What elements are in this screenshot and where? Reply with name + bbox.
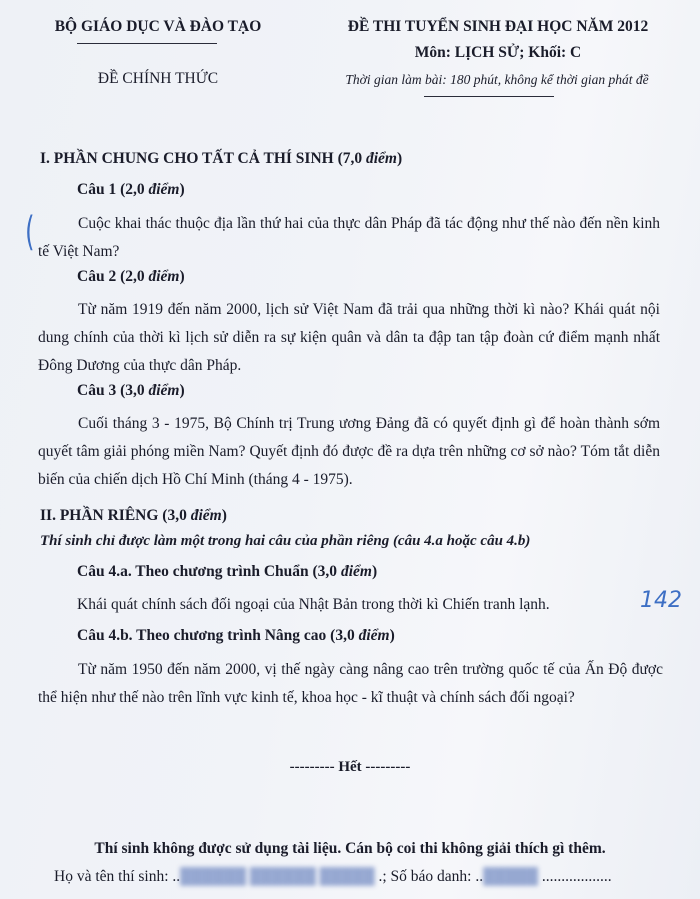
section2-title-close: ) (221, 507, 227, 524)
candidate-name-label: Họ và tên thí sinh: .. (54, 868, 181, 885)
question1-label-close: ) (179, 181, 185, 198)
question3-label-close: ) (179, 382, 185, 399)
question2-points-unit: điểm (148, 268, 180, 285)
section1-title (40, 150, 402, 168)
handwritten-bracket-mark: ( (25, 209, 35, 255)
section2-title-points-unit: điểm (190, 507, 222, 524)
section2-title (40, 507, 227, 525)
ministry-underline (77, 43, 217, 44)
exam-title: ĐỀ THI TUYỂN SINH ĐẠI HỌC NĂM 2012 (347, 18, 649, 35)
question3-text: Cuối tháng 3 - 1975, Bộ Chính trị Trung ương Đảng đã có quyết định gì để hoàn thành sớm quyết tâm giải phóng miền Nam? Quyết định đó được đề ra dựa trên những cơ sở nào? Tóm tắt diễn biến của chiến dịch Hồ Chí Minh (tháng 4 - 1975). (38, 415, 660, 488)
question4b-text: Từ năm 1950 đến năm 2000, vị thế ngày càng nâng cao trên trường quốc tế của Ấn Độ được thể hiện như thế nào trên lĩnh vực kinh tế, khoa học - kĩ thuật và chính sách đối ngoại? (38, 661, 663, 706)
question4a-label (77, 563, 377, 581)
question2-text: Từ năm 1919 đến năm 2000, lịch sử Việt Nam đã trải qua những thời kì nào? Khái quát nội dung chính của thời kì lịch sử diễn ra sự kiện quân và dân ta đập tan tập đoàn cứ điểm mạnh nhất Đông Dương của thực dân Pháp. (38, 301, 660, 374)
section2-instruction: Thí sinh chỉ được làm một trong hai câu của phần riêng (câu 4.a hoặc câu 4.b) (40, 533, 531, 549)
candidate-info-line (54, 868, 612, 886)
time-underline (424, 96, 554, 97)
question4a-text: Khái quát chính sách đối ngoại của Nhật Bản trong thời kì Chiến tranh lạnh. (77, 596, 550, 613)
section2-title-text: II. PHẦN RIÊNG (3,0 (40, 507, 191, 524)
ministry-name: BỘ GIÁO DỤC VÀ ĐÀO TẠO (54, 18, 262, 35)
section1-title-points-unit: điểm (365, 150, 397, 167)
section1-title-close: ) (396, 150, 403, 167)
official-label: ĐỀ CHÍNH THỨC (97, 70, 219, 87)
footer-notice: Thí sinh không được sử dụng tài liệu. Cán bộ coi thi không giải thích gì thêm. (94, 840, 606, 857)
question4a-label-text: Câu 4.a. Theo chương trình Chuẩn (3,0 (77, 563, 341, 580)
question1-label-text: Câu 1 (2,0 (77, 181, 149, 198)
handwritten-number: 142 (640, 588, 682, 613)
question4a-label-close: ) (371, 563, 378, 580)
question4b-points-unit: điểm (358, 627, 390, 644)
question1-text: Cuộc khai thác thuộc địa lần thứ hai của thực dân Pháp đã tác động như thế nào đến nền kinh tế Việt Nam? (38, 215, 660, 260)
subject-line: Môn: LỊCH SỬ; Khối: C (414, 44, 582, 61)
question4b-label (77, 627, 395, 645)
question2-label-text: Câu 2 (2,0 (77, 268, 149, 285)
question2-label (77, 268, 185, 286)
candidate-id-redacted: █████ (483, 868, 539, 885)
question3-label (77, 382, 185, 400)
question3-points-unit: điểm (148, 382, 180, 399)
question3-label-text: Câu 3 (3,0 (77, 382, 149, 399)
question4b-label-text: Câu 4.b. Theo chương trình Nâng cao (3,0 (77, 627, 359, 644)
candidate-id-label: .; Số báo danh: .. (374, 868, 484, 885)
question1-label (77, 181, 185, 199)
question4b-label-close: ) (389, 627, 395, 644)
section1-title-text: I. PHẦN CHUNG CHO TẤT CẢ THÍ SINH (7,0 (40, 150, 366, 167)
candidate-id-dots: .................. (538, 868, 612, 885)
question4a-points-unit: điểm (340, 563, 372, 580)
end-marker: --------- Hết --------- (289, 759, 411, 775)
candidate-name-redacted: ██████ ██████ █████ (180, 868, 375, 885)
time-line: Thời gian làm bài: 180 phút, không kể thời gian phát đề (345, 72, 649, 87)
question2-label-close: ) (179, 268, 185, 285)
question1-points-unit: điểm (148, 181, 180, 198)
